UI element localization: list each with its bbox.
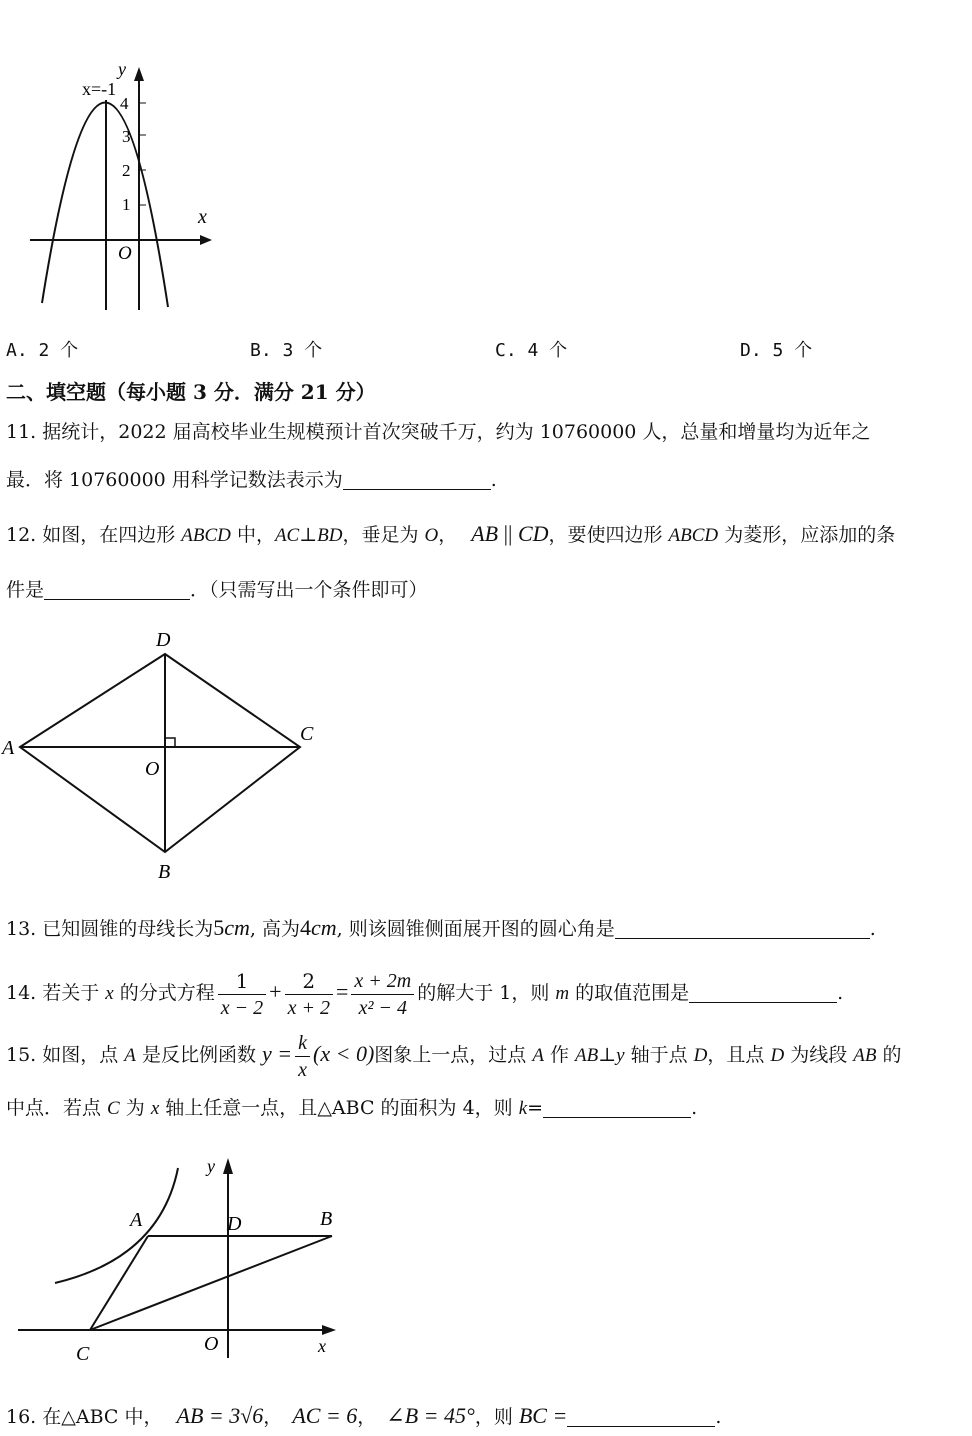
q13-unit: cm — [224, 915, 250, 940]
q12-bd: BD — [317, 525, 343, 546]
q14-var-m: m — [555, 983, 570, 1004]
q15-triangle: △ABC — [317, 1097, 375, 1119]
q12-text: ．（只需写出一个条件即可） — [190, 579, 428, 601]
q15-var: A — [532, 1045, 544, 1066]
q13-period: . — [869, 918, 876, 940]
q15-text: 为线段 — [784, 1044, 854, 1066]
q15-var: AB — [853, 1045, 877, 1066]
tick-label-1: 1 — [122, 195, 131, 214]
numerator: x + 2m — [351, 968, 414, 995]
q13-value: 5 — [213, 915, 225, 940]
rhombus-figure — [0, 620, 340, 890]
q14-line — [6, 962, 843, 1024]
vertex-b-label: B — [158, 861, 171, 883]
tick-label-3: 3 — [122, 127, 131, 146]
q15-var: y — [616, 1045, 625, 1066]
vertex-o-label: O — [145, 758, 160, 780]
q14-period: . — [837, 982, 844, 1004]
q15-func-y: y = — [262, 1041, 293, 1066]
q15-text: 轴于点 — [624, 1044, 694, 1066]
origin-label: O — [118, 243, 132, 264]
q12-perp: ⊥ — [299, 524, 318, 546]
q15-var: D — [693, 1045, 708, 1066]
q12-text: 中， — [230, 524, 275, 546]
q15-condition: (x < 0) — [313, 1041, 375, 1066]
q12-text: 为菱形，应添加的条 — [718, 524, 896, 546]
q11-line2 — [6, 466, 497, 494]
q11-answer-blank[interactable] — [343, 469, 491, 490]
denominator: x — [298, 1058, 308, 1081]
q11-text: 最．将 10760000 用科学记数法表示为 — [6, 469, 343, 491]
choice-b[interactable] — [250, 336, 322, 362]
x-axis-label: x — [318, 1336, 326, 1356]
q12-line1 — [6, 520, 895, 550]
point-b-label: B — [320, 1208, 333, 1230]
q16-text: ，则 — [474, 1406, 519, 1428]
point-a-label: A — [130, 1209, 143, 1231]
vertex-a-label: A — [2, 737, 15, 759]
choice-letter: B. — [250, 340, 272, 361]
q13-value: 4 — [300, 915, 312, 940]
q11-line1: 11. 据统计，2022 届高校毕业生规模预计首次突破千万，约为 10760000 人，总量和增量均为近年之 — [6, 421, 871, 443]
denominator: x − 2 — [220, 996, 264, 1019]
q16-text: 中， — [118, 1406, 163, 1428]
numerator: 2 — [285, 968, 333, 995]
x-axis-label: x — [198, 206, 207, 228]
numerator: 1 — [218, 968, 266, 995]
q14-text: 的分式方程 — [113, 982, 215, 1004]
choice-letter: A. — [6, 340, 28, 361]
q12-abcd: ABCD — [181, 525, 231, 546]
q15-var: AB — [575, 1045, 599, 1066]
parabola-figure — [20, 55, 230, 320]
q16-answer-blank[interactable] — [567, 1406, 715, 1427]
q15-text: 的 — [876, 1044, 902, 1066]
tick-label-2: 2 — [122, 161, 131, 180]
q15-text: 的面积为 4，则 — [374, 1097, 519, 1119]
q13-text: , 高为 — [249, 918, 301, 940]
hyperbola-figure — [10, 1148, 350, 1373]
q14-text: 的取值范围是 — [569, 982, 690, 1004]
choice-c[interactable] — [495, 336, 567, 362]
q13-line — [6, 914, 876, 943]
q15-var: D — [770, 1045, 785, 1066]
origin-label: O — [204, 1333, 219, 1355]
q12-text: 件是 — [6, 579, 45, 601]
q12-text: ，要使四边形 — [548, 524, 669, 546]
q12-parallel: || — [498, 521, 518, 546]
fraction-k-over-x — [295, 1030, 310, 1083]
q16-text: ， — [357, 1406, 377, 1428]
q12-answer-blank[interactable] — [44, 579, 190, 600]
q13-unit: cm — [311, 915, 337, 940]
q13-answer-blank[interactable] — [615, 918, 870, 939]
q11-period: . — [490, 469, 497, 491]
q15-text: 作 — [543, 1044, 576, 1066]
q15-perp: ⊥ — [598, 1044, 617, 1066]
q12-abcd: ABCD — [668, 525, 719, 546]
choice-text: 5 个 — [772, 340, 813, 361]
q15-period: . — [691, 1097, 698, 1119]
q15-var: C — [107, 1098, 120, 1119]
point-d-label: D — [227, 1213, 242, 1235]
q15-text: 图象上一点，过点 — [374, 1044, 533, 1066]
q16-bc: BC = — [518, 1403, 568, 1428]
denominator: x² − 4 — [358, 996, 407, 1019]
q12-ab: AB — [471, 521, 499, 546]
equals-sign: = — [335, 979, 349, 1004]
q15-var: x — [150, 1098, 160, 1119]
choice-text: 2 个 — [38, 340, 79, 361]
q15-line1 — [6, 1024, 902, 1086]
q15-equals: = — [527, 1097, 544, 1119]
point-c-label: C — [76, 1343, 90, 1365]
q14-text: 的解大于 1，则 — [417, 982, 556, 1004]
vertex-c-label: C — [300, 723, 314, 745]
q13-text: , 则该圆锥侧面展开图的圆心角是 — [336, 918, 615, 940]
q12-ac: AC — [274, 525, 300, 546]
choice-letter: D. — [740, 340, 762, 361]
tick-label-4: 4 — [120, 94, 129, 113]
q15-var-k: k — [518, 1098, 528, 1119]
q16-text: 16. 在 — [6, 1406, 62, 1428]
vertex-d-label: D — [156, 629, 171, 651]
q12-o: O — [424, 525, 439, 546]
fraction-3 — [351, 968, 414, 1021]
plus-sign: + — [269, 979, 282, 1004]
q15-var: A — [124, 1045, 136, 1066]
q15-text: ，且点 — [707, 1044, 771, 1066]
q16-line — [6, 1402, 721, 1431]
q16-ab: AB = 3√6 — [176, 1403, 264, 1428]
q16-triangle: △ABC — [61, 1406, 119, 1428]
q15-text: 是反比例函数 — [135, 1044, 262, 1066]
q16-ac: AC = 6 — [292, 1403, 358, 1428]
q16-text: ， — [263, 1406, 283, 1428]
choice-a[interactable] — [6, 336, 78, 362]
vertex-label: x=-1 — [82, 79, 117, 99]
denominator: x + 2 — [287, 996, 330, 1019]
q12-text: 12. 如图，在四边形 — [6, 524, 182, 546]
q14-answer-blank[interactable] — [689, 982, 837, 1003]
q15-text: 为 — [119, 1097, 151, 1119]
q15-text: 轴上任意一点，且 — [159, 1097, 318, 1119]
choice-text: 3 个 — [282, 340, 323, 361]
fraction-2 — [285, 968, 333, 1021]
y-axis-label: y — [118, 59, 126, 79]
numerator: k — [295, 1030, 310, 1057]
q12-text: ， — [438, 524, 458, 546]
q15-text: 15. 如图，点 — [6, 1044, 125, 1066]
q14-var-x: x — [105, 983, 114, 1004]
q16-period: . — [715, 1406, 722, 1428]
section-heading: 二、填空题（每小题 3 分．满分 21 分） — [6, 380, 376, 404]
choice-letter: C. — [495, 340, 517, 361]
y-axis-label: y — [207, 1156, 215, 1176]
q15-line2 — [6, 1094, 697, 1123]
q12-cd: CD — [517, 521, 549, 546]
choice-text: 4 个 — [527, 340, 568, 361]
q15-text: 中点．若点 — [6, 1097, 108, 1119]
fraction-1 — [218, 968, 266, 1021]
q16-angle: ∠B = 45° — [386, 1403, 475, 1428]
q13-text: 13. 已知圆锥的母线长为 — [6, 918, 214, 940]
choice-d[interactable] — [740, 336, 812, 362]
q14-text: 14. 若关于 — [6, 982, 106, 1004]
q12-line2 — [6, 576, 428, 604]
q12-text: ，垂足为 — [342, 524, 425, 546]
q15-answer-blank[interactable] — [543, 1097, 691, 1118]
